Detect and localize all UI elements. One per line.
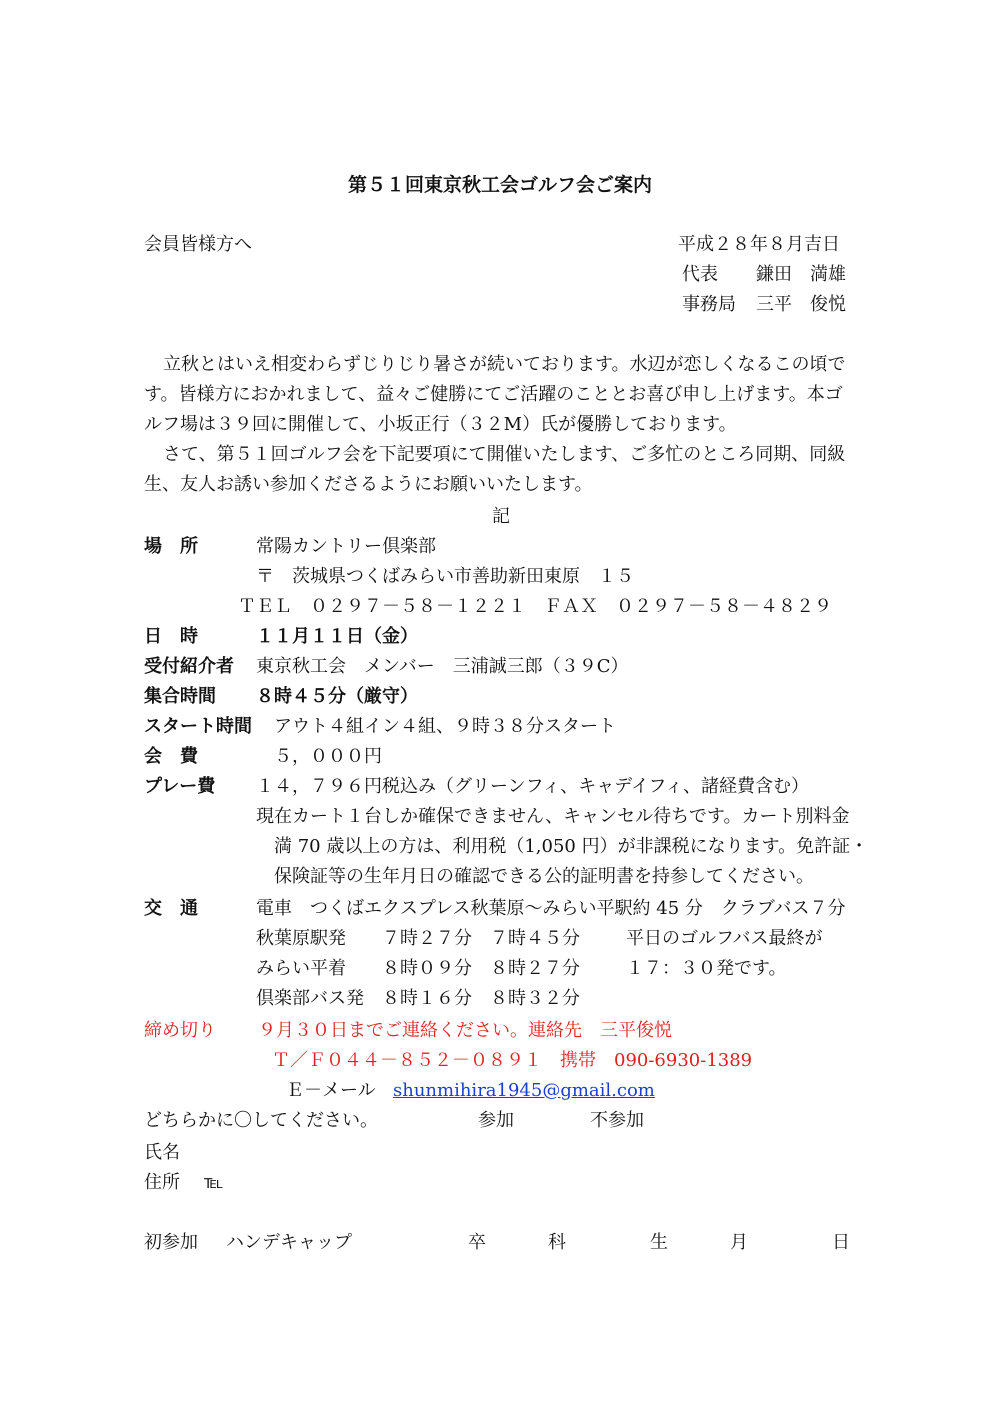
reception-value: 東京秋工会 メンバー 三浦誠三郎（３９C） bbox=[256, 656, 629, 677]
transport-club-bus: 倶楽部バス発 ８時１６分 ８時３２分 bbox=[256, 988, 580, 1009]
absent-option[interactable]: 不参加 bbox=[590, 1110, 644, 1131]
sender-office-role: 事務局 bbox=[682, 294, 736, 315]
handicap-label: ハンデキャップ bbox=[226, 1232, 352, 1253]
body-paragraph-line: ルフ場は３９回に開催して、小坂正行（３２M）氏が優勝しております。 bbox=[144, 414, 737, 435]
birth-label: 生 bbox=[650, 1232, 668, 1253]
gather-label: 集合時間 bbox=[144, 686, 216, 707]
sender-office-name: 三平 俊悦 bbox=[756, 294, 846, 315]
play-fee-label: プレー費 bbox=[144, 776, 216, 797]
deadline-phone: Ｔ／Ｆ０４４－８５２－０８９１ 携帯 090-6930-1389 bbox=[272, 1050, 753, 1071]
reception-label: 受付紹介者 bbox=[144, 656, 234, 677]
address-field-label: 住所 bbox=[144, 1172, 180, 1193]
addressee: 会員皆様方へ bbox=[144, 234, 252, 255]
datetime-label: 日 時 bbox=[144, 626, 198, 647]
place-name: 常陽カントリー倶楽部 bbox=[256, 536, 436, 557]
email-link[interactable]: shunmihira1945@gmail.com bbox=[393, 1080, 655, 1101]
play-fee-note: 現在カート１台しか確保できません、キャンセル待ちです。カート別料金 bbox=[256, 806, 850, 827]
deadline-label: 締め切り bbox=[144, 1020, 216, 1041]
first-time-label: 初参加 bbox=[144, 1232, 198, 1253]
circle-prompt: どちらかに〇してください。 bbox=[144, 1110, 378, 1131]
play-fee-note: 保険証等の生年月日の確認できる公的証明書を持参してください。 bbox=[274, 866, 814, 887]
tel-field-label: ℡ bbox=[204, 1172, 224, 1193]
body-paragraph-line: さて、第５１回ゴルフ会を下記要項にて開催いたします、ご多忙のところ同期、同級 bbox=[163, 444, 846, 465]
transport-bus-note: １７：３０発です。 bbox=[626, 958, 787, 979]
place-phone: ＴＥＬ ０２９７－５８－１２２１ ＦＡＸ ０２９７－５８－４８２９ bbox=[238, 596, 832, 617]
issue-date: 平成２８年８月吉日 bbox=[678, 234, 840, 255]
place-address: 〒 茨城県つくばみらい市善助新田東原 １５ bbox=[256, 566, 634, 587]
day-label: 日 bbox=[832, 1232, 850, 1253]
datetime-value: １１月１１日（金） bbox=[256, 626, 418, 647]
transport-miraidaira-arrival: みらい平着 ８時０９分 ８時２７分 bbox=[256, 958, 580, 979]
sender-representative-role: 代表 bbox=[682, 264, 718, 285]
transport-bus-note: 平日のゴルフバス最終が bbox=[626, 928, 823, 949]
page-title: 第５１回東京秋工会ゴルフ会ご案内 bbox=[347, 174, 652, 196]
email-label: Ｅ－メール bbox=[286, 1080, 376, 1101]
body-paragraph-line: 立秋とはいえ相変わらずじりじり暑さが続いております。水辺が恋しくなるこの頃で bbox=[163, 354, 846, 375]
body-paragraph-line: 生、友人お誘い参加くださるようにお願いいたします。 bbox=[144, 474, 593, 495]
fee-value: ５，０００円 bbox=[274, 746, 382, 767]
start-label: スタート時間 bbox=[144, 716, 252, 737]
gather-value: ８時４５分（厳守） bbox=[256, 686, 418, 707]
play-fee-note: 満 70 歳以上の方は、利用税（1,050 円）が非課税になります。免許証・ bbox=[274, 836, 869, 857]
attend-option[interactable]: 参加 bbox=[478, 1110, 514, 1131]
transport-train: 電車 つくばエクスプレス秋葉原～みらい平駅約 45 分 クラブバス７分 bbox=[256, 898, 846, 919]
name-field-label: 氏名 bbox=[144, 1142, 180, 1163]
fee-label: 会 費 bbox=[144, 746, 198, 767]
play-fee-value: １４，７９６円税込み（グリーンフィ、キャデイフィ、諸経費含む） bbox=[256, 776, 809, 797]
graduation-label: 卒 bbox=[468, 1232, 486, 1253]
month-label: 月 bbox=[730, 1232, 748, 1253]
department-label: 科 bbox=[548, 1232, 566, 1253]
transport-akihabara-departure: 秋葉原駅発 ７時２７分 ７時４５分 bbox=[256, 928, 580, 949]
body-paragraph-line: す。皆様方におかれまして、益々ご健勝にてご活躍のこととお喜び申し上げます。本ゴ bbox=[144, 384, 843, 405]
ki-heading: 記 bbox=[492, 506, 510, 527]
transport-label: 交 通 bbox=[144, 898, 198, 919]
sender-representative-name: 鎌田 満雄 bbox=[756, 264, 846, 285]
place-label: 場 所 bbox=[144, 536, 198, 557]
deadline-value: ９月３０日までご連絡ください。連絡先 三平俊悦 bbox=[258, 1020, 672, 1041]
start-value: アウト４組イン４組、９時３８分スタート bbox=[274, 716, 616, 737]
